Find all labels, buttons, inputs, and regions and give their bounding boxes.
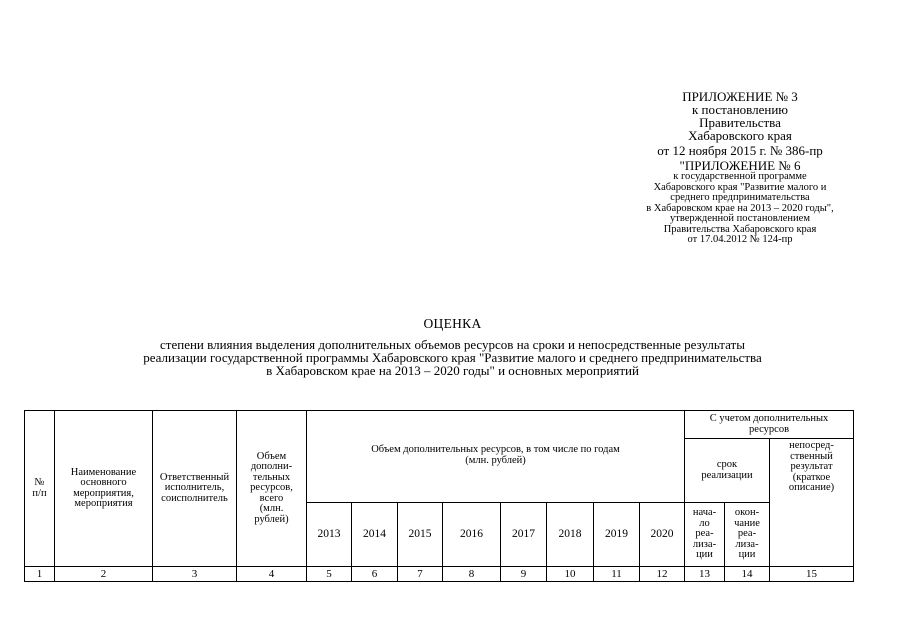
column-number: 8 xyxy=(443,567,501,582)
header-event-name: Наименование основного мероприятия, мероприятия xyxy=(55,411,153,567)
column-number: 13 xyxy=(685,567,725,582)
program-appendix-line: Правительства Хабаровского края xyxy=(663,223,817,235)
header-with-additional: С учетом дополнительных ресурсов xyxy=(685,411,854,439)
year-cell: 2013 xyxy=(307,503,352,567)
document-subtitle-line: в Хабаровском крае на 2013 – 2020 годы" и основных мероприятий xyxy=(266,363,639,378)
year-cell: 2019 xyxy=(594,503,640,567)
column-number: 5 xyxy=(307,567,352,582)
column-number: 11 xyxy=(594,567,640,582)
column-number: 6 xyxy=(352,567,398,582)
program-appendix-line: в Хабаровском крае на 2013 – 2020 годы", xyxy=(646,202,834,214)
header-number: № п/п xyxy=(25,411,55,567)
column-number: 9 xyxy=(501,567,547,582)
appendix-date: от 12 ноября 2015 г. № 386-пр xyxy=(657,143,823,158)
year-cell: 2014 xyxy=(352,503,398,567)
column-number: 1 xyxy=(25,567,55,582)
document-title: ОЦЕНКА xyxy=(423,316,482,331)
column-number: 10 xyxy=(547,567,594,582)
column-number: 12 xyxy=(640,567,685,582)
appendix-number: ПРИЛОЖЕНИЕ № 3 xyxy=(682,89,798,104)
column-number: 4 xyxy=(237,567,307,582)
column-number: 7 xyxy=(398,567,443,582)
column-number: 2 xyxy=(55,567,153,582)
header-result: непосред- ственный результат (краткое описание) xyxy=(770,439,854,567)
year-cell: 2018 xyxy=(547,503,594,567)
appendix-block xyxy=(600,90,880,246)
column-number: 3 xyxy=(153,567,237,582)
header-end: окон- чание реа- лиза- ции xyxy=(725,503,770,567)
document-heading xyxy=(40,316,865,377)
column-number: 14 xyxy=(725,567,770,582)
header-additional-volume: Объем дополнительных ресурсов, в том числе по годам (млн. рублей) xyxy=(307,411,685,503)
program-appendix-line: к государственной программе xyxy=(673,171,807,182)
header-volume-total: Объем дополни- тельных ресурсов, всего (млн. рублей) xyxy=(237,411,307,567)
appendix-line: Хабаровского края xyxy=(688,128,792,143)
assessment-table xyxy=(24,410,854,582)
program-appendix-line: Хабаровского края "Развитие малого и xyxy=(653,181,827,193)
program-appendix-date: от 17.04.2012 № 124-пр xyxy=(687,234,793,245)
year-cell: 2017 xyxy=(501,503,547,567)
year-cell: 2015 xyxy=(398,503,443,567)
program-appendix-number: "ПРИЛОЖЕНИЕ № 6 xyxy=(679,158,801,173)
appendix-line: Правительства xyxy=(699,115,781,130)
program-appendix-line: утвержденной постановлением xyxy=(670,213,810,224)
header-start: нача- ло реа- лиза- ции xyxy=(685,503,725,567)
document-subtitle-line: степени влияния выделения дополнительных объемов ресурсов на сроки и непосредственные результаты xyxy=(160,337,745,352)
header-term: срок реализации xyxy=(685,439,770,503)
column-number: 15 xyxy=(770,567,854,582)
program-appendix-line: среднего предпринимательства xyxy=(670,192,810,203)
appendix-line: к постановлению xyxy=(691,102,789,117)
header-executor: Ответственный исполнитель, соисполнитель xyxy=(153,411,237,567)
year-cell: 2016 xyxy=(443,503,501,567)
year-cell: 2020 xyxy=(640,503,685,567)
column-number-row xyxy=(25,567,854,582)
document-subtitle-line: реализации государственной программы Хабаровского края "Развитие малого и среднего предпринимательства xyxy=(143,350,762,365)
